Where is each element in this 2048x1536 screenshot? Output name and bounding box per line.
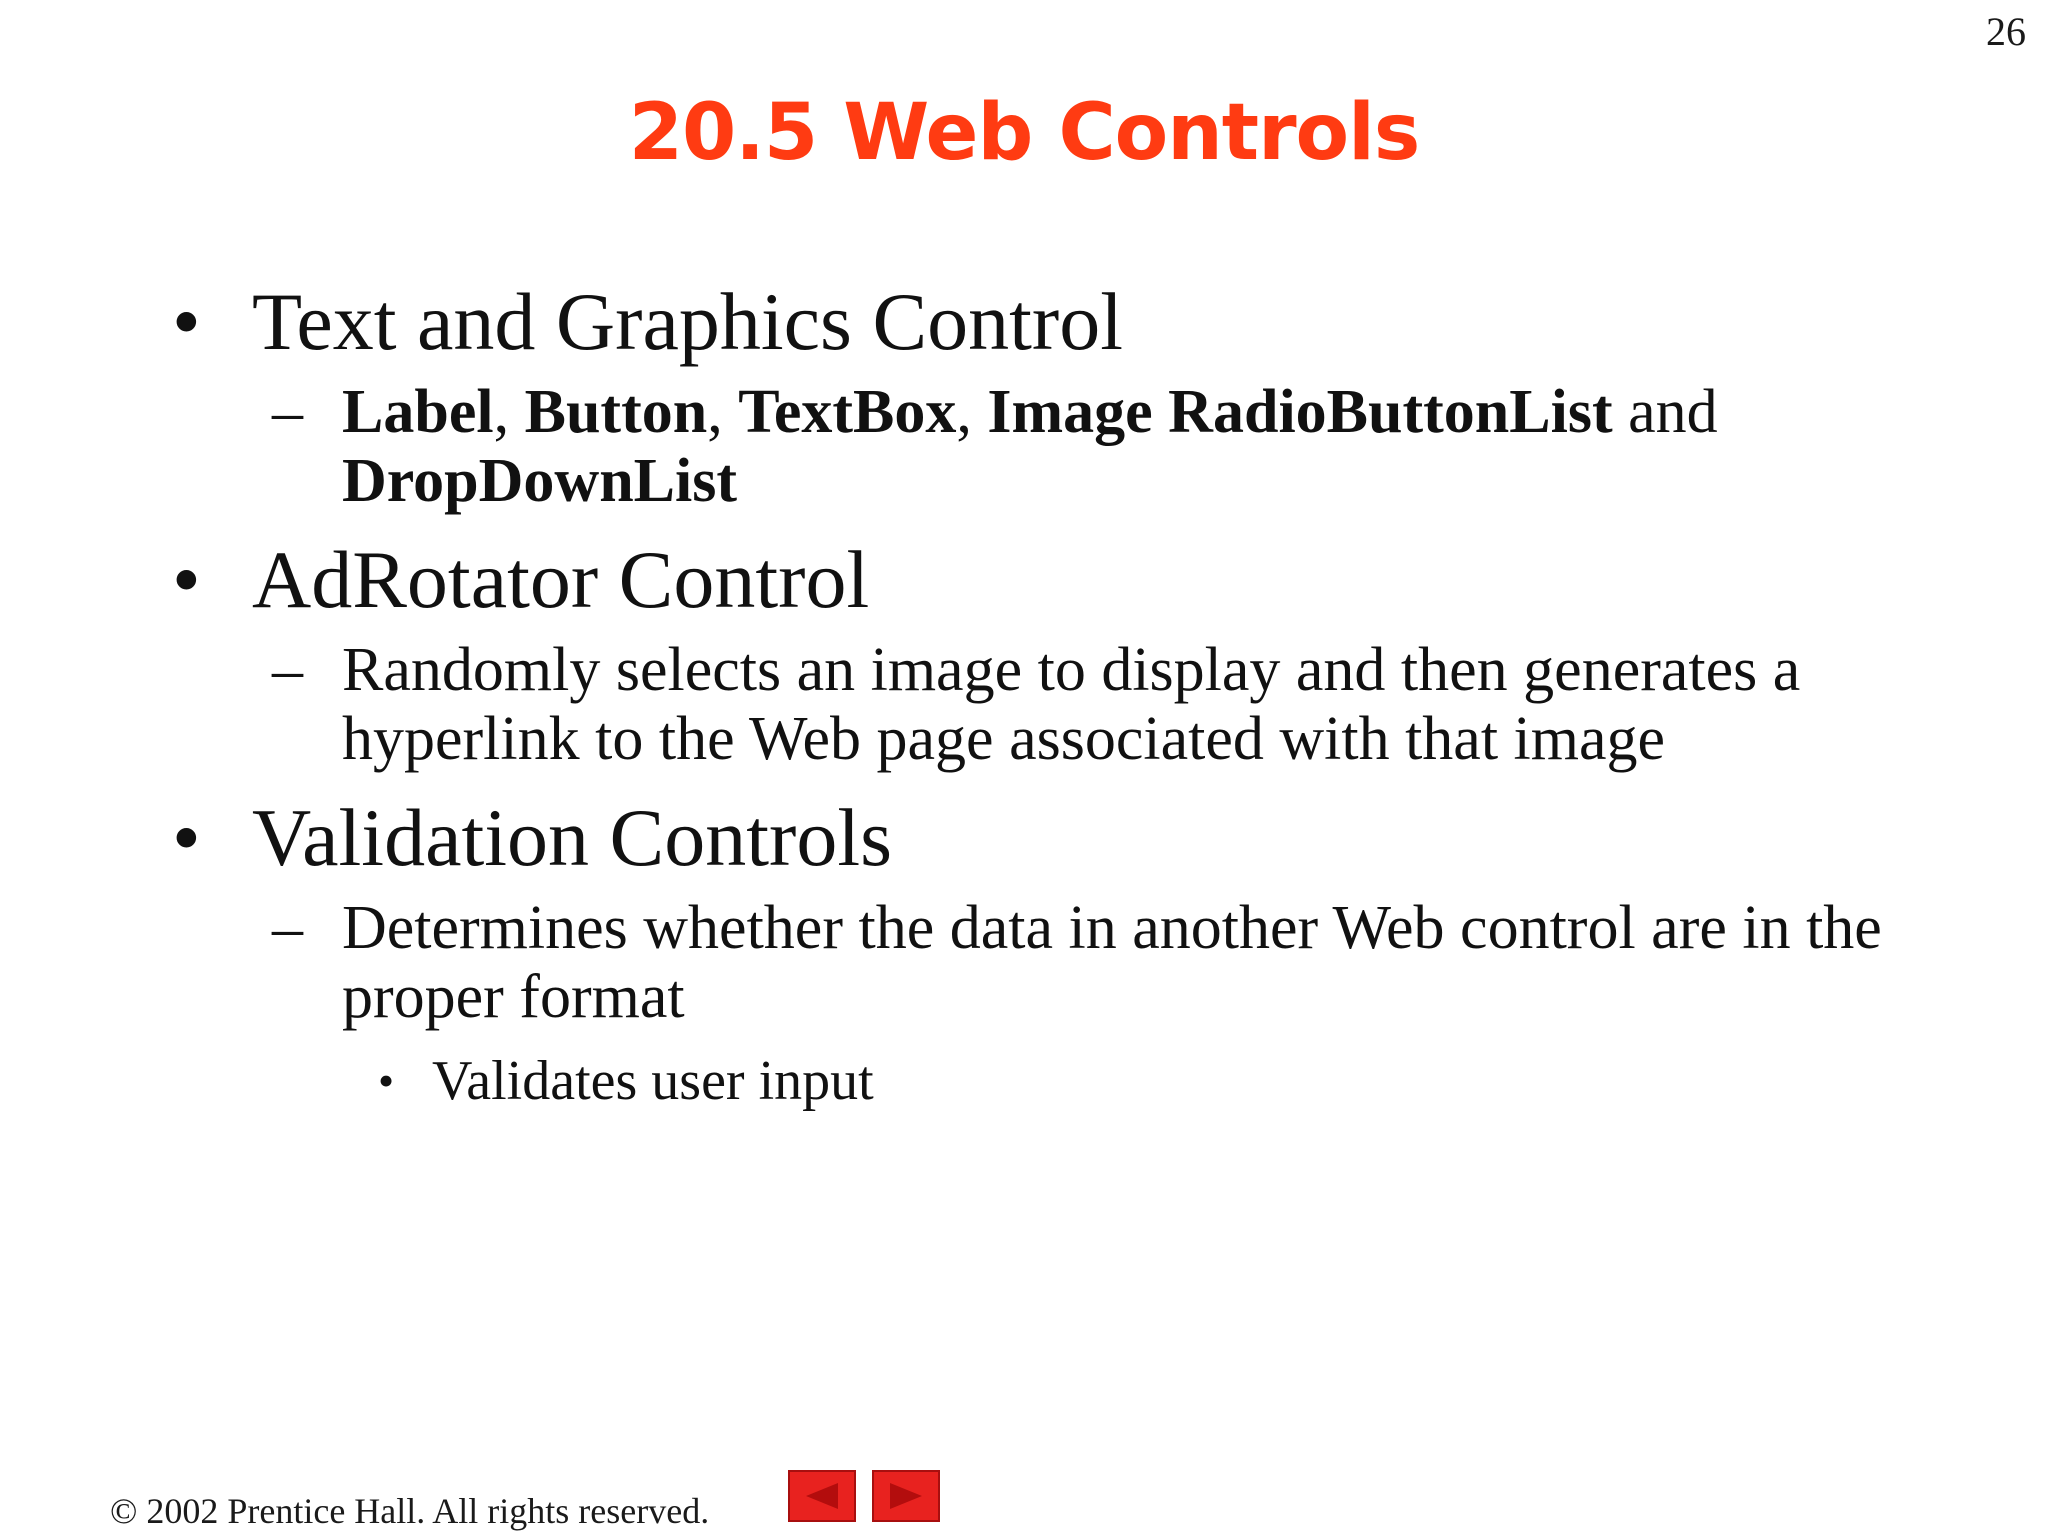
triangle-left-icon [802,1481,842,1511]
previous-slide-button[interactable] [788,1470,856,1522]
bullet-item [172,276,1952,368]
bullet-item [172,792,1952,884]
bullet-dot-icon: • [172,276,201,367]
sub-bullet-text: Randomly selects an image to display and then generates a hyperlink to the Web page associated with that image [342,636,1801,773]
control-name-dropdownlist: DropDownList [342,447,738,515]
slide-title: 20.5 Web Controls [628,88,1420,178]
bullet-group [172,276,1952,516]
bullet-text: Validation Controls [252,792,893,883]
sub-bullet-item [272,378,1952,516]
bullet-dot-icon: • [378,1055,395,1106]
bullet-text: Text and Graphics Control [252,276,1124,367]
control-name-image-radiobuttonlist: Image RadioButtonList [987,378,1613,446]
triangle-right-icon [886,1481,926,1511]
bullet-dot-icon: • [172,792,201,883]
separator: , [956,378,988,446]
sub-sub-bullet-text: Validates user input [432,1050,874,1112]
copyright-notice: © 2002 Prentice Hall. All rights reserved. [110,1491,710,1531]
bullet-list [172,276,1952,1120]
bullet-group [172,792,1952,1116]
sub-bullet-item [272,894,1952,1032]
sub-sub-bullet-item [378,1046,1952,1116]
control-name-textbox: TextBox [738,378,957,446]
next-slide-button[interactable] [872,1470,940,1522]
separator: , [707,378,739,446]
bullet-group [172,534,1952,774]
page-number: 26 [1986,9,2026,54]
dash-icon: – [272,636,303,704]
sub-bullet-text: Determines whether the data in another Web control are in the proper format [342,894,1882,1031]
sub-bullet-item [272,636,1952,774]
control-name-button: Button [524,378,708,446]
bullet-text: AdRotator Control [252,534,870,625]
control-name-label: Label [342,378,494,446]
dash-icon: – [272,894,303,962]
bullet-dot-icon: • [172,534,201,625]
bullet-item [172,534,1952,626]
dash-icon: – [272,378,303,446]
separator: , [493,378,525,446]
and-text: and [1612,378,1718,446]
